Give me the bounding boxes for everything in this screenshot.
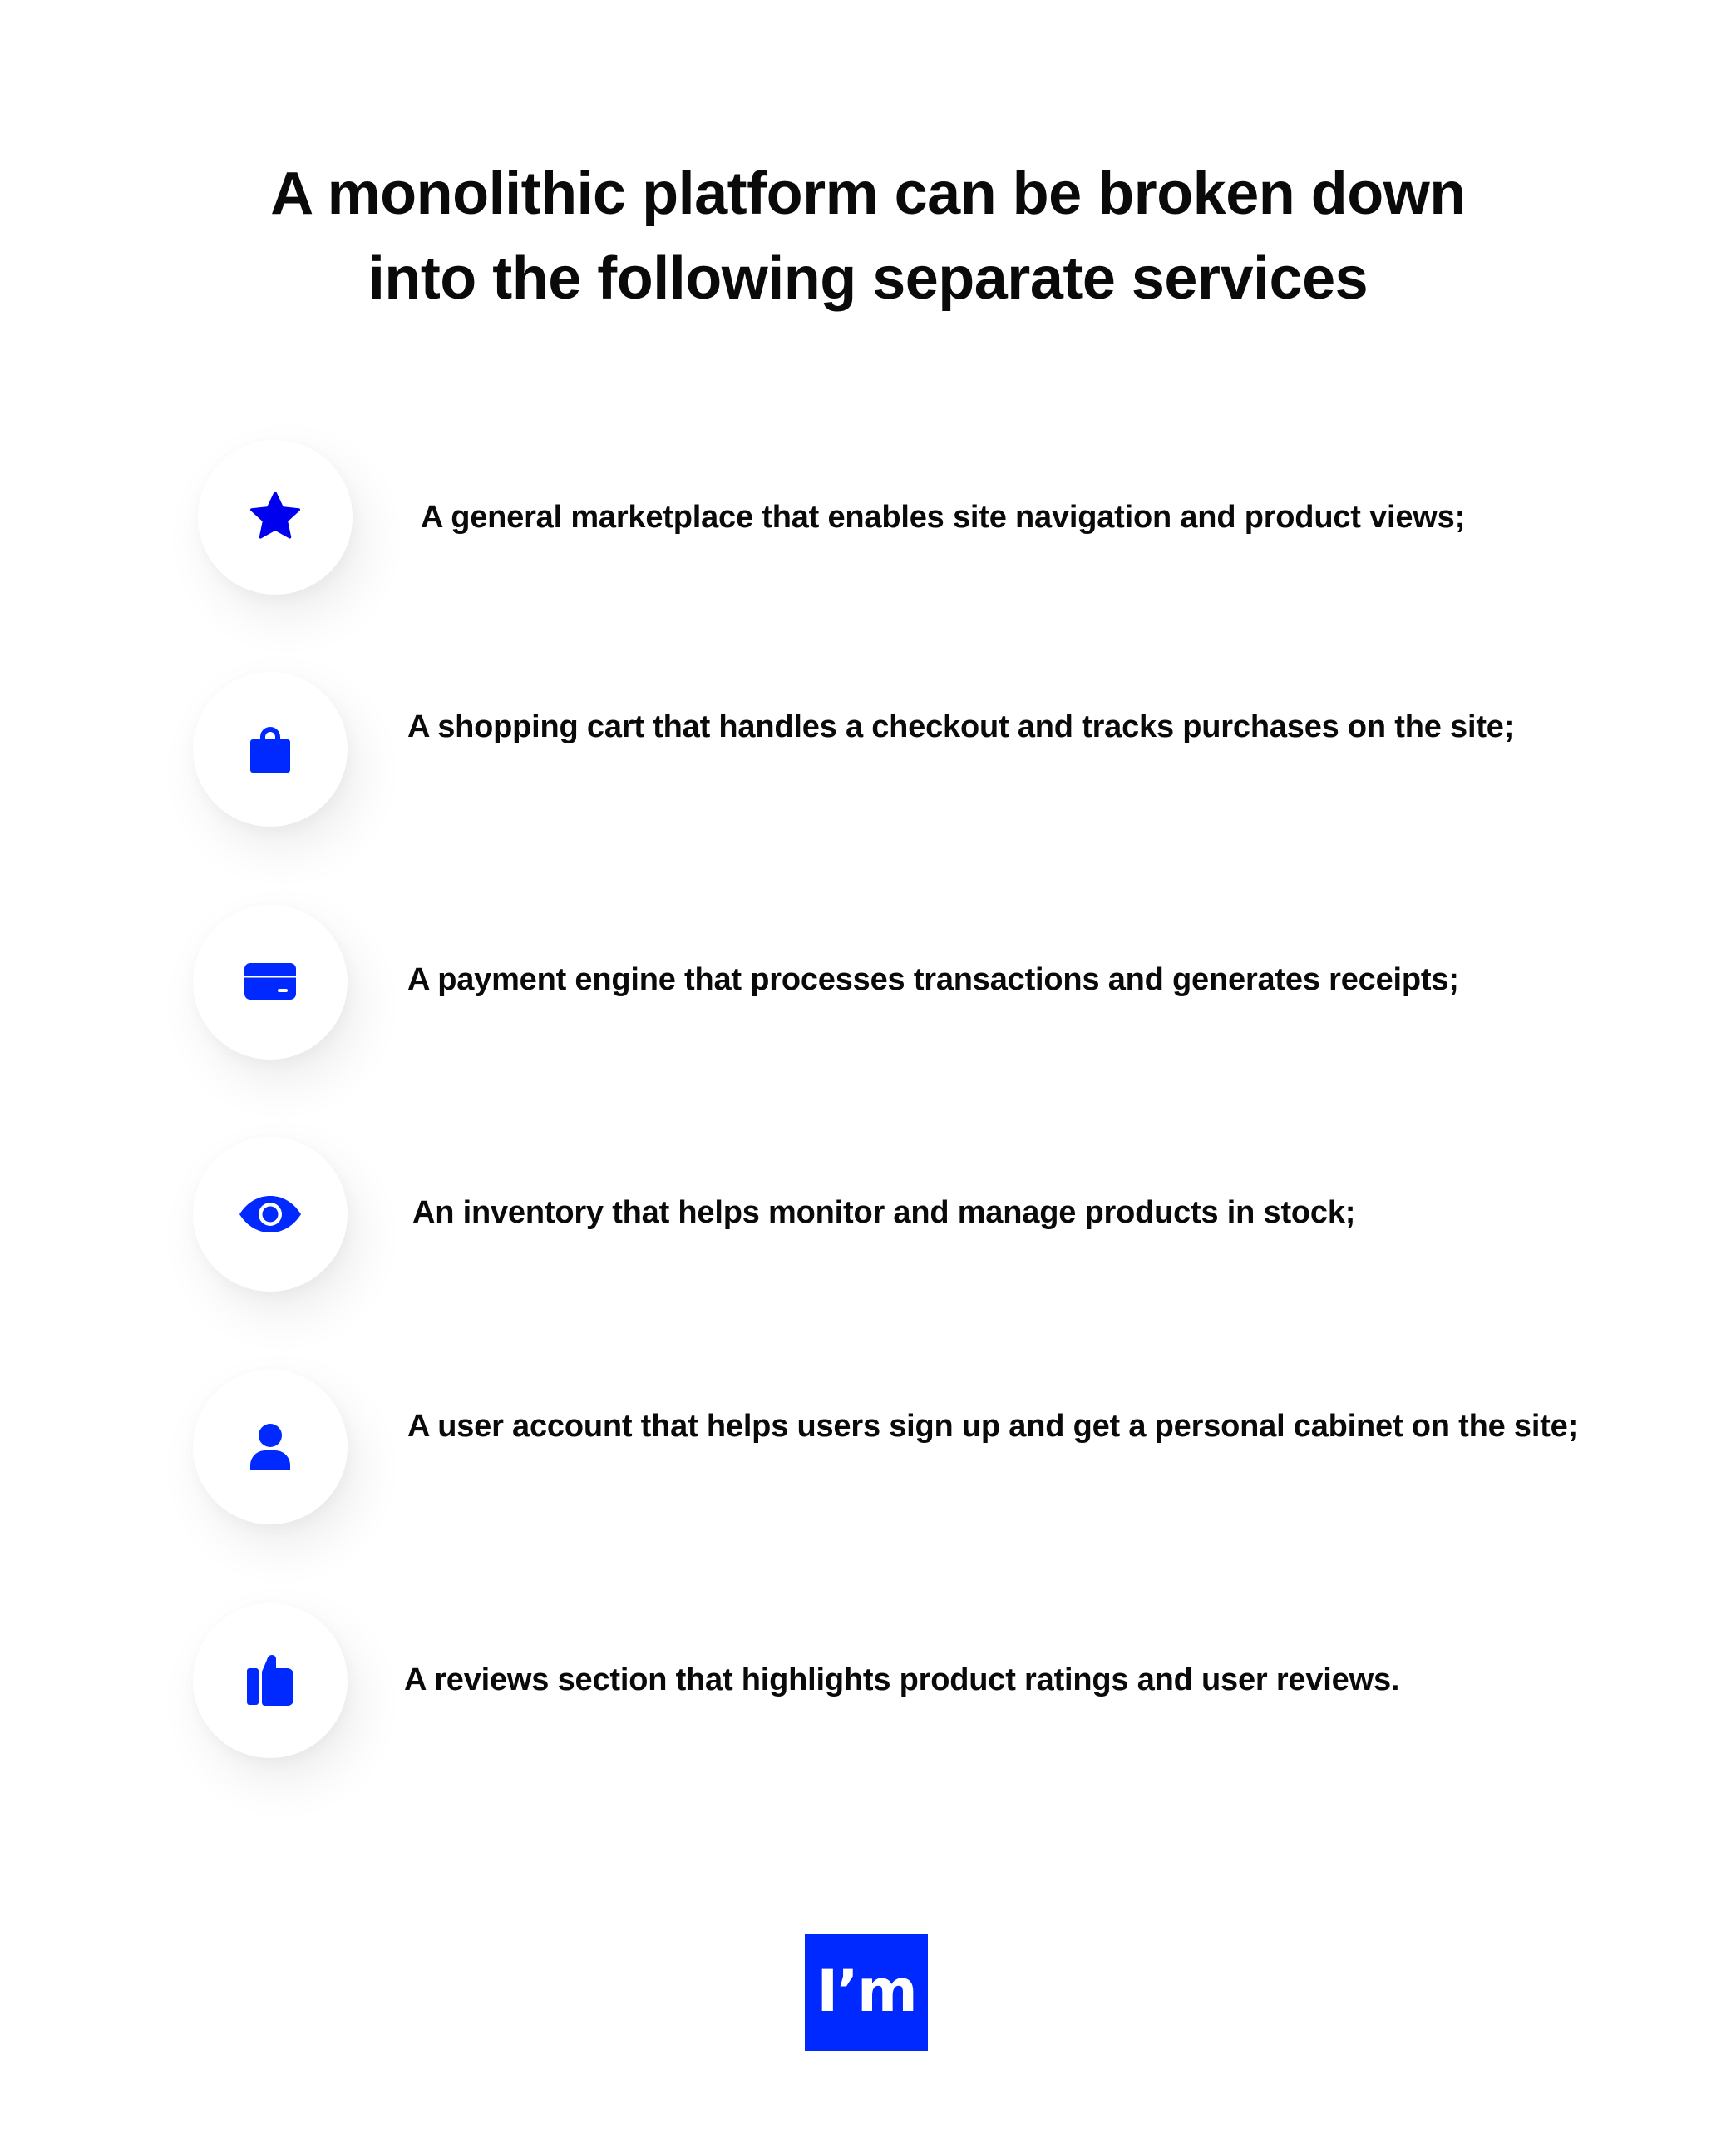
- service-text: A reviews section that highlights product ratings and user reviews.: [404, 1662, 1400, 1697]
- brand-logo: [805, 1934, 928, 2051]
- icon-circle: [193, 1603, 348, 1758]
- icon-circle: [193, 672, 348, 827]
- title-line-1: A monolithic platform can be broken down: [270, 161, 1466, 227]
- credit-card-icon: [244, 963, 296, 1001]
- eye-icon: [239, 1195, 302, 1233]
- service-text: A user account that helps users sign up and get a personal cabinet on the site;: [407, 1409, 1579, 1444]
- page-title: [0, 151, 1736, 321]
- icon-circle: [193, 1137, 348, 1292]
- brand-logo-text: I’m: [816, 1957, 916, 2025]
- shopping-bag-icon: [249, 725, 292, 773]
- service-text: A shopping cart that handles a checkout and tracks purchases on the site;: [407, 709, 1515, 744]
- icon-circle: [193, 1370, 348, 1524]
- star-icon: [248, 491, 303, 544]
- icon-circle: [198, 440, 353, 595]
- title-line-2: into the following separate services: [367, 245, 1369, 312]
- service-text: A payment engine that processes transactions and generates receipts;: [407, 962, 1459, 997]
- icon-circle: [193, 905, 348, 1060]
- user-icon: [249, 1424, 291, 1470]
- service-text: An inventory that helps monitor and manage products in stock;: [412, 1195, 1356, 1230]
- service-text: A general marketplace that enables site navigation and product views;: [421, 500, 1466, 535]
- thumbs-up-icon: [247, 1655, 293, 1707]
